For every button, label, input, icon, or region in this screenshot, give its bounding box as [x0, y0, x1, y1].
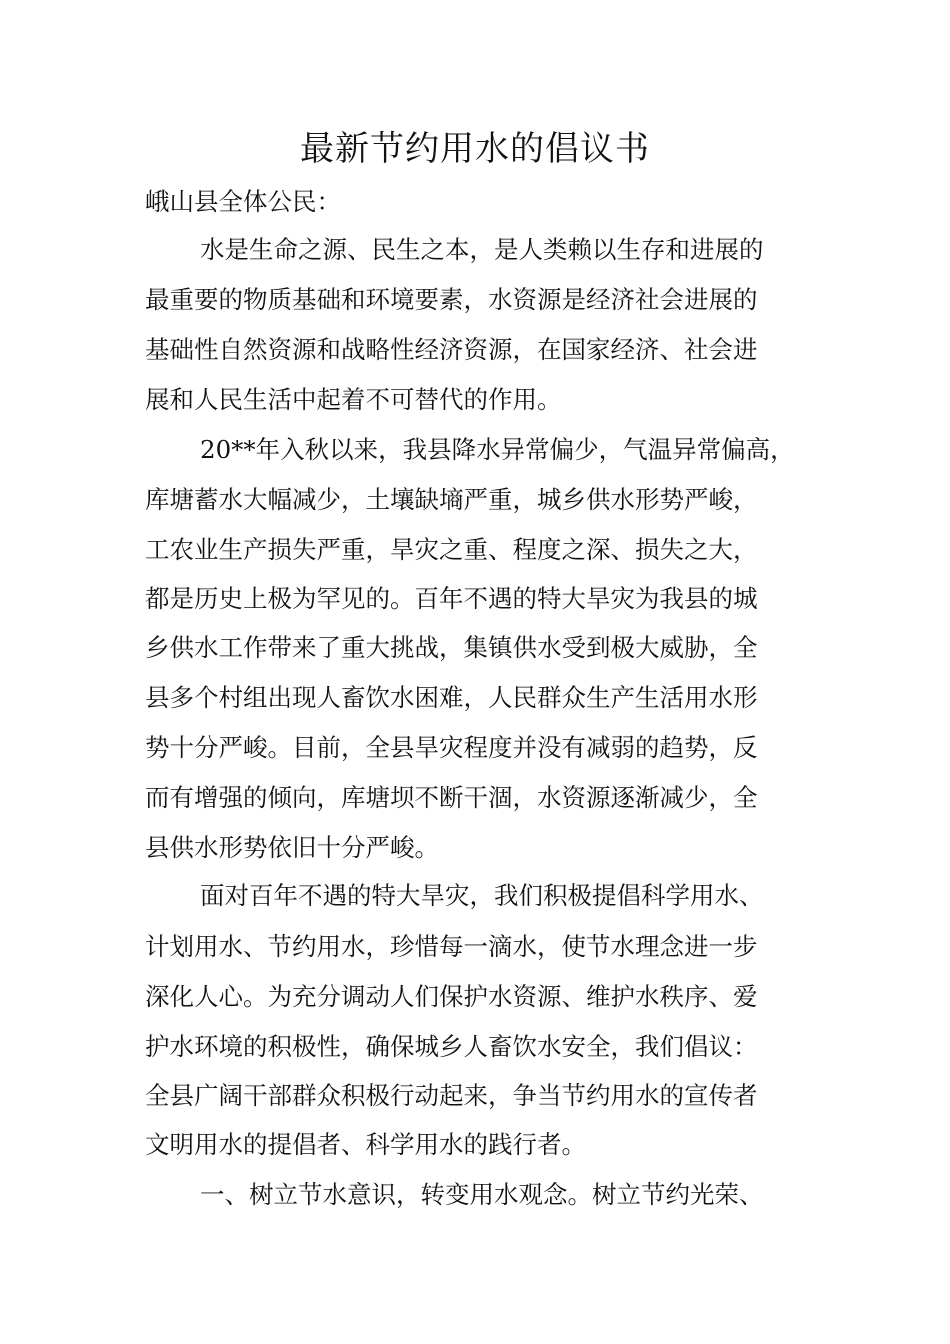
text-line: 势十分严峻。目前，全县旱灾程度并没有减弱的趋势，反	[145, 733, 758, 762]
text-line: 一、树立节水意识，转变用水观念。树立节约光荣、	[200, 1180, 764, 1209]
text-line: 护水环境的积极性，确保城乡人畜饮水安全，我们倡议：	[145, 1032, 758, 1061]
text-line: 县供水形势依旧十分严峻。	[145, 833, 439, 862]
text-line: 最重要的物质基础和环境要素，水资源是经济社会进展的	[145, 285, 758, 314]
text-line: 都是历史上极为罕见的。百年不遇的特大旱灾为我县的城	[145, 584, 758, 613]
text-line: 全县广阔干部群众积极行动起来，争当节约用水的宣传者	[145, 1081, 758, 1110]
text-line: 水是生命之源、民生之本，是人类赖以生存和进展的	[200, 235, 764, 264]
text-line: 面对百年不遇的特大旱灾，我们积极提倡科学用水、	[200, 881, 764, 910]
text-line: 文明用水的提倡者、科学用水的践行者。	[145, 1130, 586, 1159]
text-line: 深化人心。为充分调动人们保护水资源、维护水秩序、爱	[145, 982, 758, 1011]
text-line: 展和人民生活中起着不可替代的作用。	[145, 385, 562, 414]
text-line: 库塘蓄水大幅减少，土壤缺墒严重，城乡供水形势严峻，	[145, 485, 758, 514]
text-line: 县多个村组出现人畜饮水困难，人民群众生产生活用水形	[145, 683, 758, 712]
text-line: 计划用水、节约用水，珍惜每一滴水，使节水理念进一步	[145, 932, 758, 961]
text-line: 工农业生产损失严重，旱灾之重、程度之深、损失之大，	[145, 535, 758, 564]
text-line: 乡供水工作带来了重大挑战，集镇供水受到极大威胁，全	[145, 633, 758, 662]
text-line: 20**年入秋以来，我县降水异常偏少，气温异常偏高，	[200, 435, 795, 464]
document-title: 最新节约用水的倡议书	[300, 129, 650, 169]
text-line: 而有增强的倾向，库塘坝不断干涸，水资源逐渐减少，全	[145, 783, 758, 812]
text-line: 基础性自然资源和战略性经济资源，在国家经济、社会进	[145, 335, 758, 364]
salutation: 峨山县全体公民：	[145, 187, 341, 216]
